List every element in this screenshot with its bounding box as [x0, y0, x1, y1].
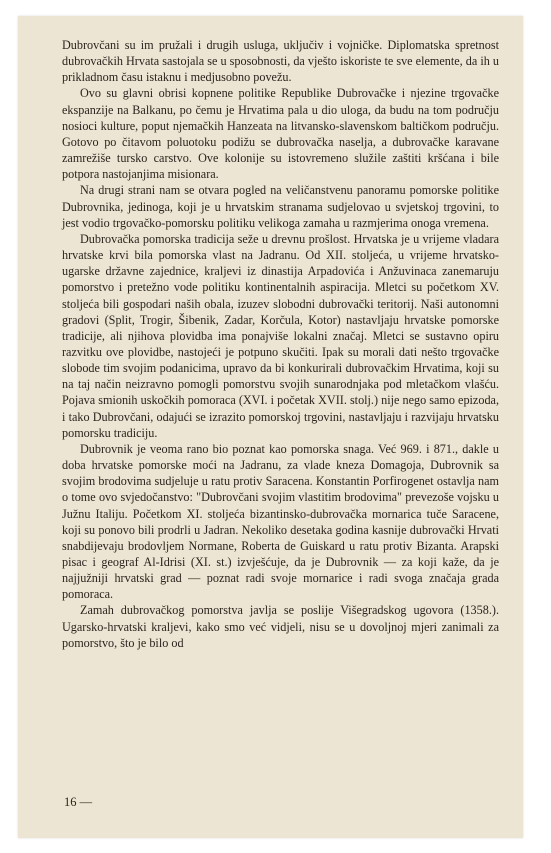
- page-number: 16 —: [64, 795, 93, 809]
- paragraph: Ovo su glavni obrisi kopnene politike Republike Dubrovačke i njezine trgovačke ekspanzije na Balkanu, po čemu je Hrvatima pala u dio uloga, da budu na tom području nosioci kulture, poput njemačkih Hanzeata na litvansko-slavenskom baltičkom području. Gotovo po čitavom poluotoku podižu se dubrovačka naselja, a dubrovačke karavane zamrežiše tursko carstvo. Ove kolonije su istovremeno služile zaštiti kršćana i bile potpora nastojanjima misionara.: [62, 86, 499, 182]
- paragraph: Dubrovačka pomorska tradicija seže u drevnu prošlost. Hrvatska je u vrijeme vladara hrvatske krvi bila pomorska vlast na Jadranu. Od XII. stoljeća, u vrijeme hrvatsko-ugarske državne zajednice, kraljevi iz dinastija Arpadovića i Anžuvinaca zanemaruju pomorstvo i pretežno vode politiku kontinentalnih aspiracija. Mletci su početkom XV. stoljeća bili gospodari naših obala, izuzev slobodni dubrovački teritorij. Naši autonomni gradovi (Split, Trogir, Šibenik, Zadar, Korčula, Kotor) nastavljaju hrvatske pomorske tradicije, ali njihova plovidba ima ponajviše lokalni značaj. Mletci se sustavno opiru razvitku ove plovidbe, nastojeći je potpuno skučiti. Ipak su morali dati nešto trgovačke slobode tim svojim podanicima, upravo da bi konkurirali dubrovačkim Hrvatima, koji su na taj način neizravno pomogli pomorstvu svojih sunarodnjaka pod mletačkom vlašću. Pojava smionih uskočkih pomoraca (XVI. i početak XVII. stolj.) nije nego samo epizoda, i tako Dubrovčani, odajući se izrazito pomorskoj trgovini, nastavljaju i razvijaju hrvatsku pomorsku tradiciju.: [62, 231, 499, 440]
- book-page: [18, 16, 523, 838]
- body-text: [62, 37, 499, 651]
- paragraph: Zamah dubrovačkog pomorstva javlja se poslije Višegradskog ugovora (1358.). Ugarsko-hrvatski kraljevi, kako smo već vidjeli, nisu se u dovoljnoj mjeri zanimali za pomorstvo, što je bilo od: [62, 603, 499, 650]
- paragraph: Na drugi strani nam se otvara pogled na veličanstvenu panoramu pomorske politike Dubrovnika, jedinoga, koji je u hrvatskim stranama sudjelovao u svjetskoj trgovini, to jest vodio trgovačko-pomorsku politiku velikoga zamaha u razmjerima onoga vremena.: [62, 183, 499, 230]
- paragraph: Dubrovnik je veoma rano bio poznat kao pomorska snaga. Već 969. i 871., dakle u doba hrvatske pomorske moći na Jadranu, za vlade kneza Domagoja, Dubrovnik sa svojim brodovima sudjeluje u ratu protiv Saracena. Konstantin Porfirogenet ostavlja nam o tome ovo svjedočanstvo: "Dubrovčani svojim vlastitim brodovima" prevezoše vojsku u Južnu Italiju. Početkom XI. stoljeća bizantinsko-dubrovačka mornarica tuče Saracene, koji su ponovo bili prodrli u Jadran. Nekoliko desetaka godina kasnije dubrovački Hrvati snabdijevaju brodovljem Normane, Roberta de Guiskard u ratu protiv Bizanta. Arapski pisac i geograf Al-Idrisi (XI. st.) izvješćuje, da je Dubrovnik — za koji kaže, da je najjužniji hrvatski grad — poznat radi svoje mornarice i radi svoga značaja grada pomoraca.: [62, 441, 499, 602]
- paragraph: Dubrovčani su im pružali i drugih usluga, uključiv i vojničke. Diplomatska spretnost dubrovačkih Hrvata sastojala se u sposobnosti, da vješto iskoriste te sve elemente, da ih u prikladnom času istaknu i medjusobno povežu.: [62, 38, 499, 85]
